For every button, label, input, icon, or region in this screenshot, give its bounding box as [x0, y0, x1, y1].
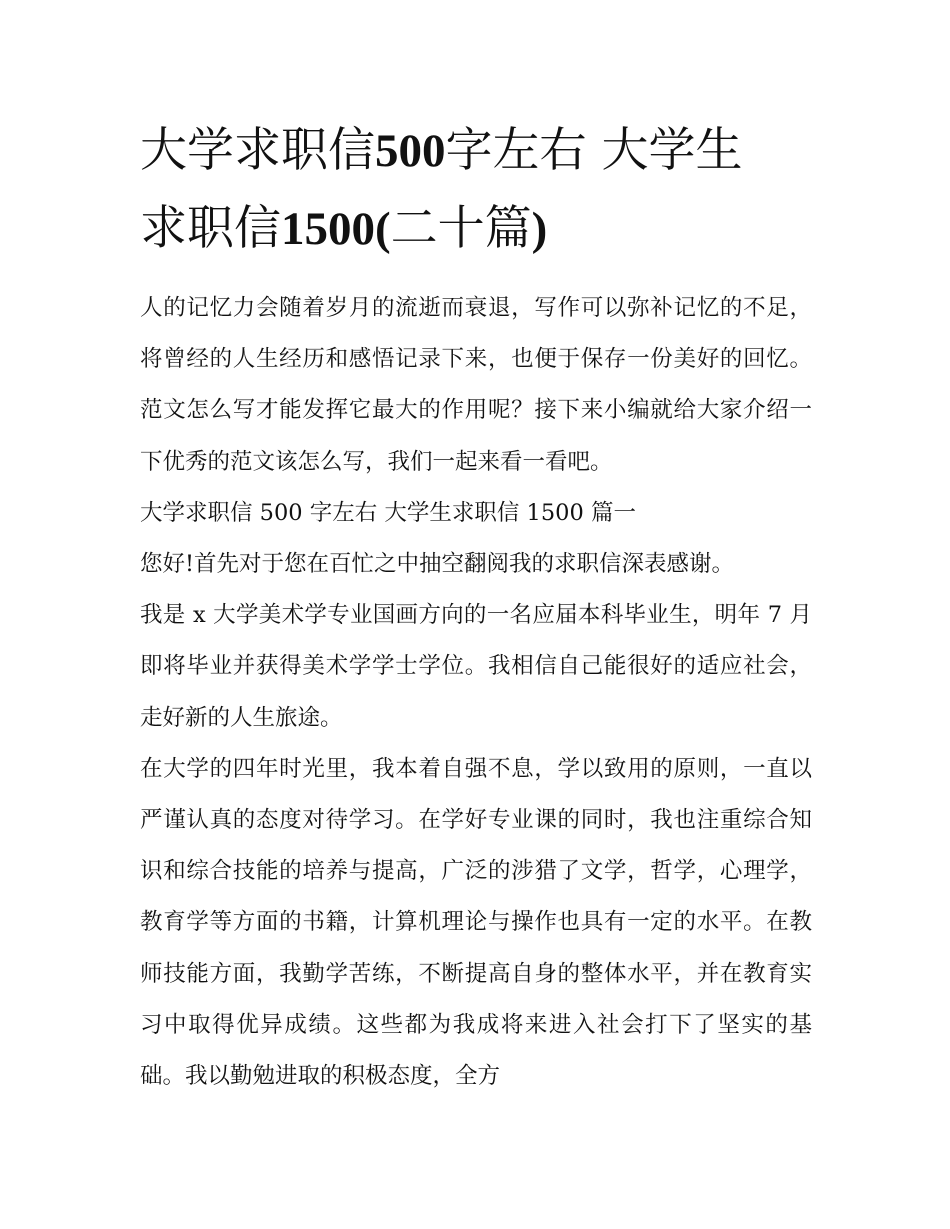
- paragraph-greeting: 您好!首先对于您在百忙之中抽空翻阅我的求职信深表感谢。: [140, 551, 735, 578]
- paragraph-self-intro: 我是 x 大学美术学专业国画方向的一名应届本科毕业生，明年 7 月即将毕业并获得美术学学士学位。我相信自己能很好的适应社会，走好新的人生旅途。: [140, 602, 812, 731]
- title-text: 大学求职信: [140, 123, 375, 178]
- title-paren: ): [531, 203, 548, 255]
- document-page: [140, 112, 812, 1102]
- title-text: 二十篇: [390, 201, 532, 256]
- title-number: 1500(: [281, 203, 391, 255]
- document-body: [140, 283, 812, 1102]
- title-text: 字左右 大学生: [445, 123, 743, 178]
- section-heading: 大学求职信 500 字左右 大学生求职信 1500 篇一: [140, 499, 636, 526]
- paragraph-intro: 人的记忆力会随着岁月的流逝而衰退，写作可以弥补记忆的不足，将曾经的人生经历和感悟记录下来，也便于保存一份美好的回忆。范文怎么写才能发挥它最大的作用呢？接下来小编就给大家介绍一下优秀的范文该怎么写，我们一起来看一看吧。: [140, 295, 812, 475]
- title-number: 500: [375, 125, 446, 177]
- title-text: 求职信: [140, 201, 281, 256]
- paragraph-university: 在大学的四年时光里，我本着自强不息，学以致用的原则，一直以严谨认真的态度对待学习。在学好专业课的同时，我也注重综合知识和综合技能的培养与提高，广泛的涉猎了文学，哲学，心理学，教育学等方面的书籍，计算机理论与操作也具有一定的水平。在教师技能方面，我勤学苦练，不断提高自身的整体水平，并在教育实习中取得优异成绩。这些都为我成将来进入社会打下了坚实的基础。我以勤勉进取的积极态度，全方: [140, 755, 812, 1090]
- document-title: [140, 112, 812, 268]
